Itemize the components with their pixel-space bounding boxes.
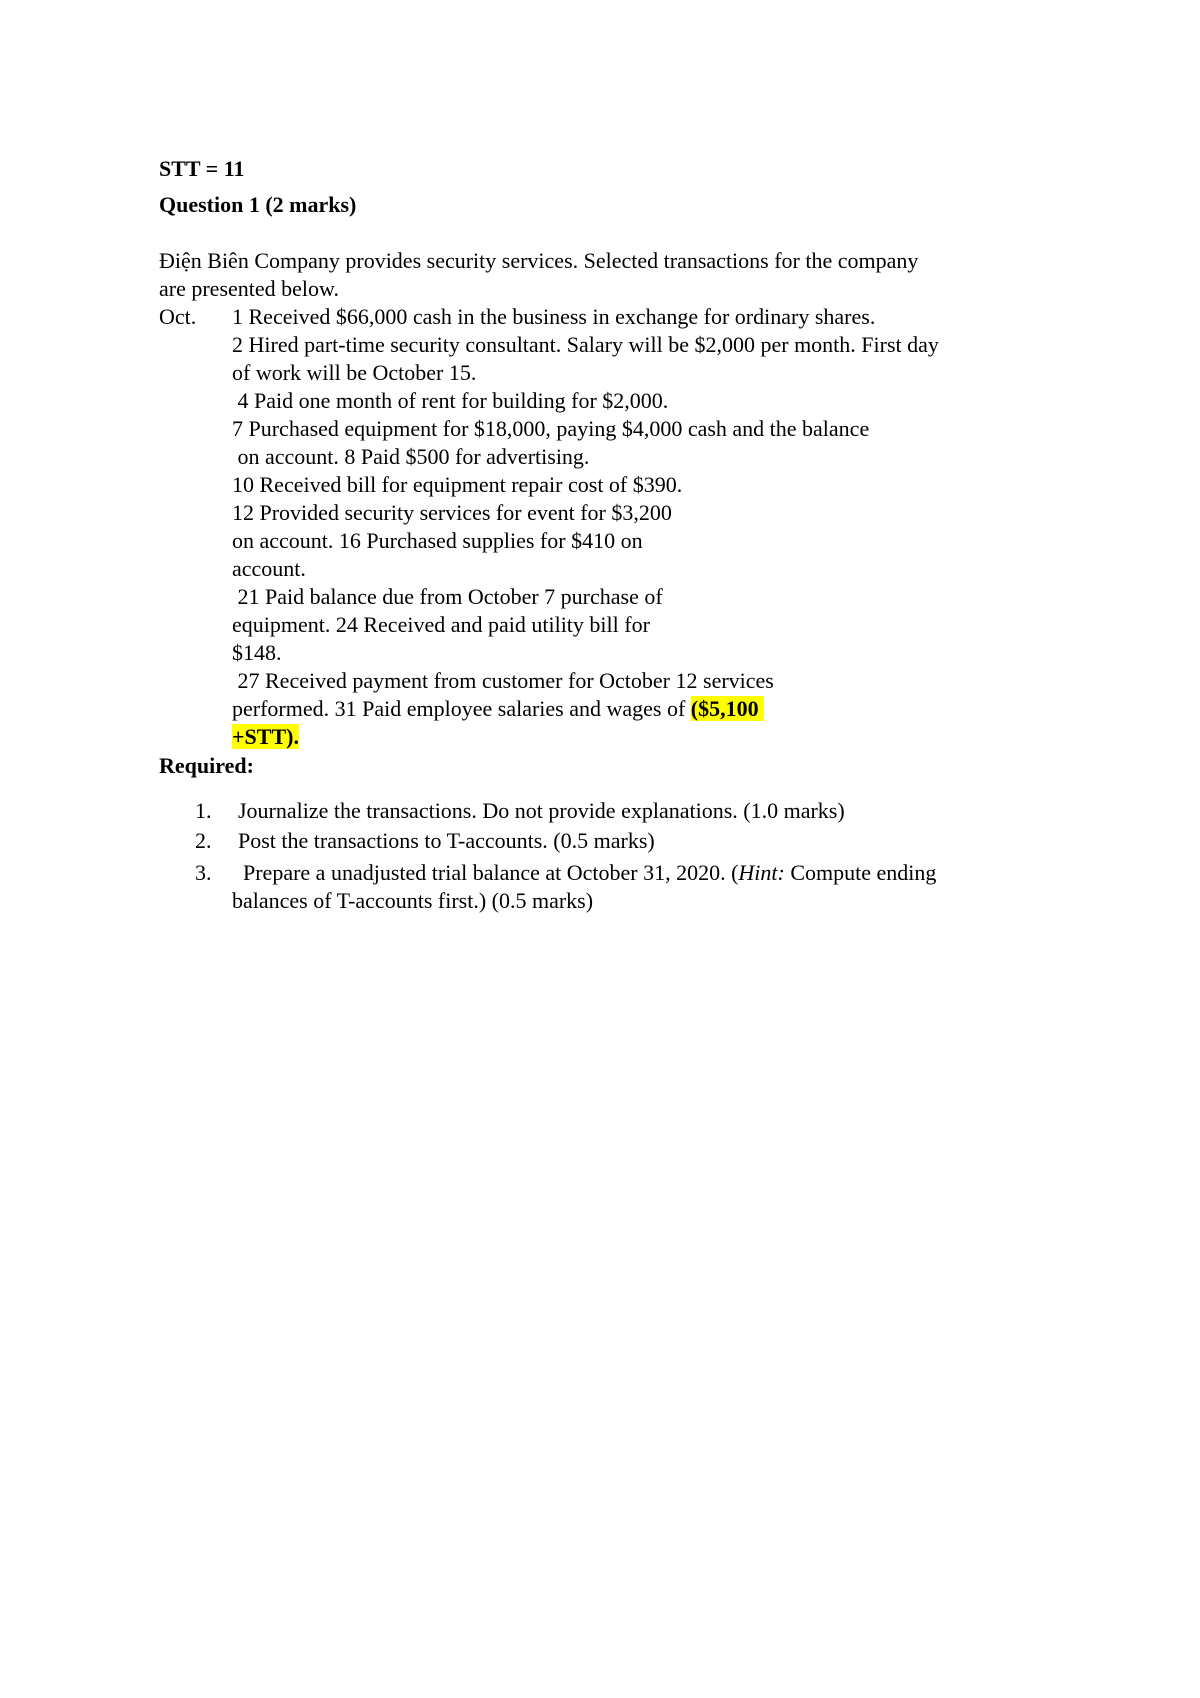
transaction-line-last: [232, 695, 764, 723]
required-item-text-part: Compute ending: [784, 860, 937, 885]
required-item-text-part: Prepare a unadjusted trial balance at October 31, 2020. (: [243, 860, 739, 885]
transaction-line: on account. 16 Purchased supplies for $410 on: [232, 528, 643, 553]
transaction-line: 7 Purchased equipment for $18,000, paying $4,000 cash and the balance: [232, 416, 870, 441]
transaction-line: $148.: [232, 640, 282, 665]
required-item-text: Post the transactions to T-accounts. (0.5 marks): [238, 828, 655, 853]
required-item-number: 3.: [195, 860, 212, 885]
required-item-text-line-2: balances of T-accounts first.) (0.5 marks): [232, 888, 594, 913]
required-item-text: [243, 859, 936, 887]
highlighted-amount: ($5,100: [690, 696, 765, 721]
stt-heading: STT = 11: [159, 156, 245, 181]
transaction-line-highlight: [232, 723, 299, 751]
required-item-number: 2.: [195, 828, 212, 853]
intro-line-2: are presented below.: [159, 276, 339, 301]
transaction-line: 10 Received bill for equipment repair cost of $390.: [232, 472, 683, 497]
transaction-line: on account. 8 Paid $500 for advertising.: [232, 444, 590, 469]
highlighted-stt: +STT).: [232, 724, 299, 749]
transaction-line: 27 Received payment from customer for October 12 services: [232, 668, 774, 693]
transaction-line: 21 Paid balance due from October 7 purchase of: [232, 584, 663, 609]
transaction-text: performed. 31 Paid employee salaries and wages of: [232, 696, 691, 721]
hint-label: Hint:: [738, 860, 785, 885]
transaction-line: 1 Received $66,000 cash in the business in exchange for ordinary shares.: [232, 304, 876, 329]
transaction-line: account.: [232, 556, 306, 581]
transaction-line: 2 Hired part-time security consultant. Salary will be $2,000 per month. First day: [232, 332, 939, 357]
transaction-line: of work will be October 15.: [232, 360, 477, 385]
transaction-line: 4 Paid one month of rent for building for $2,000.: [232, 388, 669, 413]
question-title: Question 1 (2 marks): [159, 192, 357, 217]
transaction-line: 12 Provided security services for event for $3,200: [232, 500, 672, 525]
intro-line-1: Điện Biên Company provides security services. Selected transactions for the company: [159, 248, 919, 273]
required-item-number: 1.: [195, 798, 212, 823]
required-item-text: Journalize the transactions. Do not provide explanations. (1.0 marks): [238, 798, 845, 823]
transaction-line: equipment. 24 Received and paid utility bill for: [232, 612, 650, 637]
month-label: Oct.: [159, 304, 197, 329]
required-heading: Required:: [159, 753, 254, 778]
